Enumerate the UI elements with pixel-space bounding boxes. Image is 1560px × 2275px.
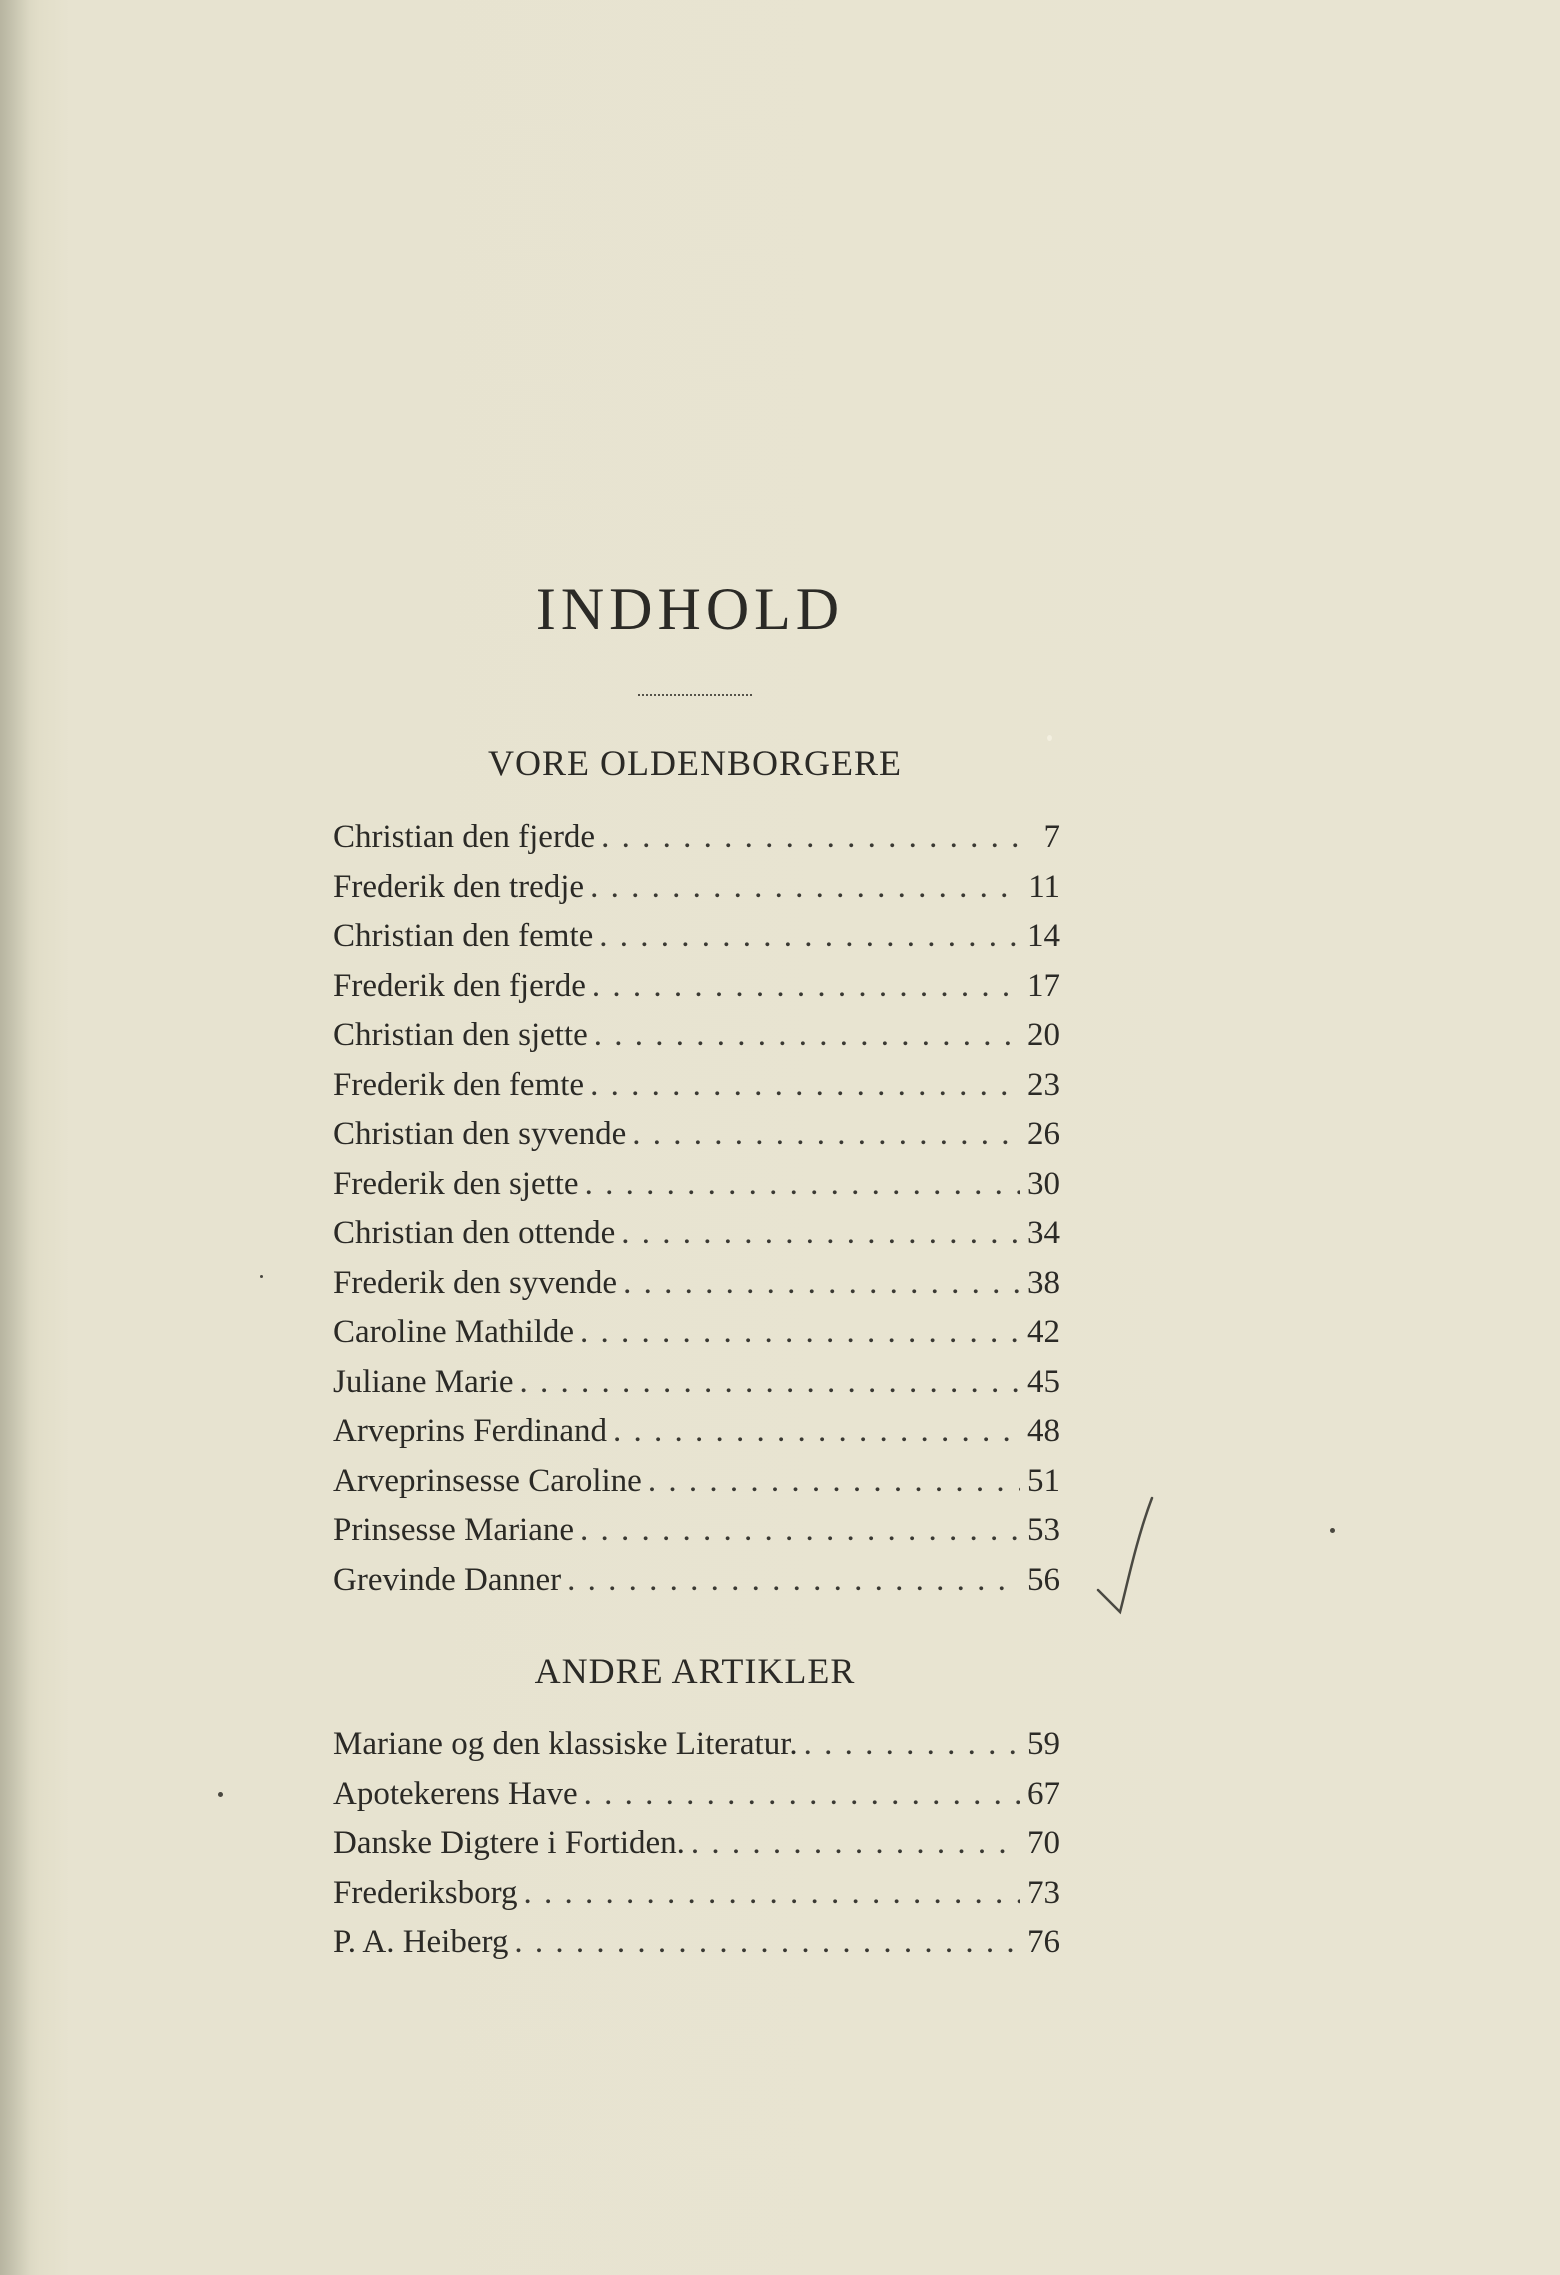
dot-leader <box>518 1869 1020 1919</box>
dot-leader <box>508 1918 1020 1968</box>
toc-entry <box>333 1061 1060 1111</box>
toc-entry-page: 20 <box>1027 1017 1060 1053</box>
toc-entry-title: Christian den ottende <box>333 1215 616 1251</box>
toc-entry-page: 7 <box>1043 819 1060 855</box>
dot-leader <box>626 1110 1020 1160</box>
toc-entry <box>333 1770 1060 1820</box>
toc-entry <box>333 1918 1060 1968</box>
dot-leader <box>595 813 1020 863</box>
toc-entry-page: 70 <box>1027 1825 1060 1861</box>
toc-entry <box>333 1209 1060 1259</box>
toc-entry-title: Mariane og den klassiske Literatur. <box>333 1726 798 1762</box>
ink-speck <box>260 1275 263 1278</box>
toc-entry <box>333 1720 1060 1770</box>
toc-entry-title: Grevinde Danner <box>333 1561 562 1598</box>
toc-entry-page: 53 <box>1027 1512 1060 1548</box>
toc-list-andre-artikler <box>333 1720 1060 1968</box>
toc-entry <box>333 1358 1060 1408</box>
dot-leader <box>642 1457 1020 1507</box>
dot-leader <box>607 1407 1020 1457</box>
toc-entry-page: 73 <box>1027 1874 1060 1911</box>
dot-leader <box>588 1011 1020 1061</box>
toc-entry-title: Frederiksborg <box>333 1874 518 1911</box>
pencil-check-mark <box>1090 1490 1170 1620</box>
toc-entry-page: 48 <box>1027 1413 1060 1449</box>
toc-entry-title: Frederik den fjerde <box>333 967 586 1004</box>
toc-entry-page: 45 <box>1027 1363 1060 1400</box>
gutter-shadow <box>0 0 30 2275</box>
toc-entry-title: Christian den sjette <box>333 1017 588 1053</box>
toc-entry-page: 59 <box>1027 1726 1060 1762</box>
section-heading-andre-artikler: ANDRE ARTIKLER <box>534 1651 856 1691</box>
dot-leader <box>514 1358 1020 1408</box>
dot-leader <box>586 962 1020 1012</box>
toc-entry-page: 38 <box>1027 1264 1060 1301</box>
toc-entry-title: Christian den syvende <box>333 1116 627 1152</box>
toc-entry <box>333 912 1060 962</box>
toc-entry-page: 51 <box>1027 1462 1060 1499</box>
dot-leader <box>578 1770 1020 1820</box>
toc-entry <box>333 1407 1060 1457</box>
toc-entry <box>333 1457 1060 1507</box>
dot-leader <box>574 1506 1020 1556</box>
toc-entry-page: 67 <box>1027 1775 1060 1812</box>
toc-entry-title: Frederik den tredje <box>333 868 585 905</box>
toc-entry-title: P. A. Heiberg <box>333 1924 509 1960</box>
toc-entry <box>333 1556 1060 1606</box>
toc-entry-title: Prinsesse Mariane <box>333 1512 575 1548</box>
ink-speck <box>218 1792 223 1797</box>
dot-leader <box>584 1061 1020 1111</box>
toc-entry-title: Christian den fjerde <box>333 819 596 855</box>
toc-entry <box>333 962 1060 1012</box>
dot-leader <box>593 912 1020 962</box>
dot-leader <box>798 1720 1020 1770</box>
toc-entry-page: 42 <box>1027 1314 1060 1350</box>
toc-entry-page: 23 <box>1027 1066 1060 1103</box>
ink-speck <box>1330 1528 1335 1533</box>
toc-entry-page: 56 <box>1027 1561 1060 1598</box>
toc-entry <box>333 863 1060 913</box>
toc-entry-title: Frederik den sjette <box>333 1165 579 1202</box>
toc-entry <box>333 1819 1060 1869</box>
toc-entry-title: Juliane Marie <box>333 1363 514 1400</box>
toc-entry-page: 26 <box>1027 1116 1060 1152</box>
page-title: INDHOLD <box>535 576 845 642</box>
toc-entry-title: Caroline Mathilde <box>333 1314 575 1350</box>
toc-entry <box>333 1259 1060 1309</box>
toc-entry-title: Arveprinsesse Caroline <box>333 1462 642 1499</box>
toc-entry-title: Apotekerens Have <box>333 1775 578 1812</box>
title-divider <box>638 694 752 696</box>
toc-entry-title: Frederik den femte <box>333 1066 585 1103</box>
toc-entry <box>333 1011 1060 1061</box>
dot-leader <box>617 1259 1020 1309</box>
dot-leader <box>561 1556 1020 1606</box>
paper-speck <box>1047 735 1052 741</box>
toc-entry-page: 34 <box>1027 1215 1060 1251</box>
dot-leader <box>579 1160 1020 1210</box>
toc-entry-title: Frederik den syvende <box>333 1264 618 1301</box>
toc-entry-page: 76 <box>1027 1924 1060 1960</box>
toc-entry <box>333 1869 1060 1919</box>
dot-leader <box>685 1819 1020 1869</box>
toc-list-oldenborgere <box>333 813 1060 1605</box>
toc-entry-page: 30 <box>1027 1165 1060 1202</box>
dot-leader <box>615 1209 1020 1259</box>
toc-entry-page: 11 <box>1028 868 1060 905</box>
toc-entry <box>333 1160 1060 1210</box>
dot-leader <box>574 1308 1020 1358</box>
toc-entry-title: Danske Digtere i Fortiden. <box>333 1825 685 1861</box>
toc-entry-title: Christian den femte <box>333 918 594 954</box>
toc-entry-title: Arveprins Ferdinand <box>333 1413 608 1449</box>
toc-entry <box>333 1506 1060 1556</box>
toc-entry-page: 17 <box>1027 967 1060 1004</box>
section-heading-oldenborgere: VORE OLDENBORGERE <box>488 743 902 783</box>
toc-entry <box>333 813 1060 863</box>
dot-leader <box>584 863 1020 913</box>
toc-entry <box>333 1110 1060 1160</box>
toc-entry-page: 14 <box>1027 918 1060 954</box>
toc-entry <box>333 1308 1060 1358</box>
